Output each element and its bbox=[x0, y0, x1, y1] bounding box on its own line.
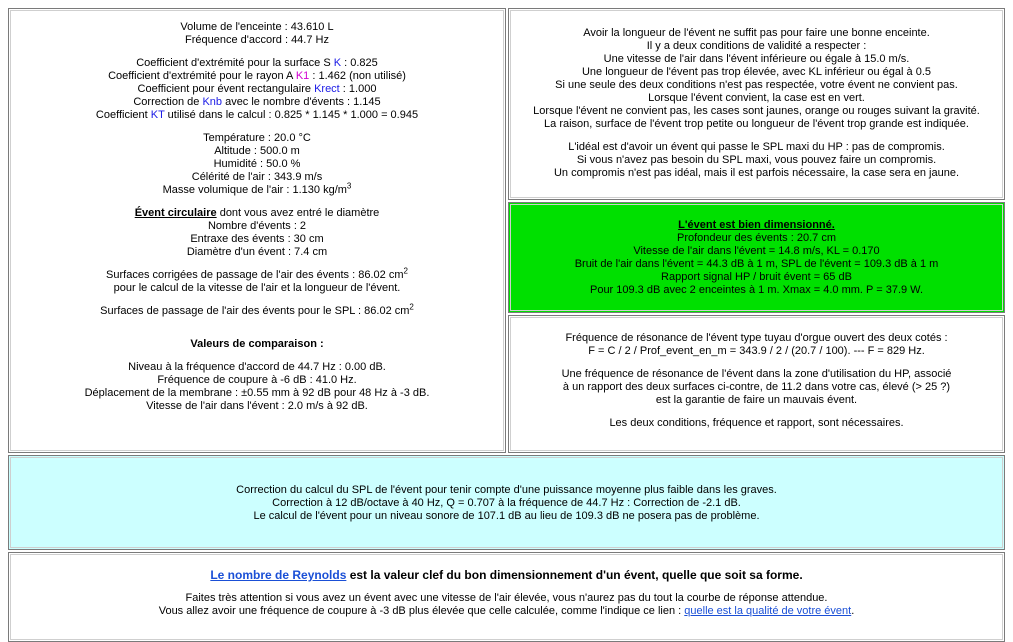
vitesse-text: Vitesse de l'air dans l'évent : 2.0 m/s à 92 dB. bbox=[146, 400, 368, 412]
info-line: Lorsque l'évent convient, la case est en vert. bbox=[648, 92, 865, 104]
entraxe-text: Entraxe des évents : 30 cm bbox=[190, 233, 324, 245]
vitesse-air-text: Vitesse de l'air dans l'évent = 14.8 m/s, KL = 0.170 bbox=[633, 245, 880, 257]
reynolds-warning: Faites très attention si vous avez un évent avec une vitesse de l'air élevée, vous n'aurez pas du tout la courbe de réponse attendue. bbox=[185, 592, 828, 604]
surfaces-corrigees-text: Surfaces corrigées de passage de l'air des évents : 86.02 $cm^2$ bbox=[106, 266, 408, 281]
spl-correction-line: Le calcul de l'évent pour un niveau sonore de 107.1 dB au lieu de 109.3 dB ne posera pas de problème. bbox=[253, 510, 760, 522]
surfaces-corrigees-note: pour le calcul de la vitesse de l'air et la longueur de l'évent. bbox=[113, 282, 401, 294]
masse-volumique-text: Masse volumique de l'air : 1.130 $kg/m^3$ bbox=[162, 181, 352, 196]
reynolds-note: Vous allez avoir une fréquence de coupure à -3 dB plus élevée que celle calculée, comme l'indique ce lien : quelle est la qualité de votre évent. bbox=[158, 605, 855, 617]
coef-a-line: Coefficient d'extrémité pour le rayon A K1 : 1.462 (non utilisé) bbox=[108, 70, 406, 82]
comparaison-title: Valeurs de comparaison : bbox=[190, 338, 324, 350]
info-line: Avoir la longueur de l'évent ne suffit pas pour faire une bonne enceinte. bbox=[583, 27, 930, 39]
celerite-text: Célérité de l'air : 343.9 m/s bbox=[191, 171, 323, 183]
results-panel-left bbox=[8, 8, 506, 453]
event-type-line: Évent circulaire dont vous avez entré le diamètre bbox=[134, 207, 380, 219]
rapport-text: Rapport signal HP / bruit évent = 65 dB bbox=[661, 271, 852, 283]
reynolds-link[interactable]: Le nombre de Reynolds bbox=[210, 568, 347, 582]
info-line: L'idéal est d'avoir un évent qui passe le SPL maxi du HP : pas de compromis. bbox=[568, 141, 945, 153]
spl-correction-line: Correction à 12 dB/octave à 40 Hz, Q = 0.707 à la fréquence de 44.7 Hz : Correction de -2.1 dB. bbox=[272, 497, 741, 509]
resonance-line: à un rapport des deux surfaces ci-contre, de 11.2 dans votre cas, élevé (> 25 ?) bbox=[562, 381, 951, 393]
profondeur-text: Profondeur des évents : 20.7 cm bbox=[677, 232, 836, 244]
resonance-panel bbox=[508, 315, 1005, 453]
bruit-text: Bruit de l'air dans l'évent = 44.3 dB à 1 m, SPL de l'évent = 109.3 dB à 1 m bbox=[574, 258, 939, 270]
surfaces-spl-text: Surfaces de passage de l'air des évents pour le SPL : 86.02 $cm^2$ bbox=[100, 302, 414, 317]
info-line: Il y a deux conditions de validité a respecter : bbox=[646, 40, 867, 52]
resonance-formula: F = C / 2 / Prof_event_en_m = 343.9 / 2 / (20.7 / 100). --- F = 829 Hz. bbox=[588, 345, 925, 357]
resonance-line: Une fréquence de résonance de l'évent dans la zone d'utilisation du HP, associé bbox=[561, 368, 952, 380]
info-line: Si vous n'avez pas besoin du SPL maxi, vous pouvez faire un compromis. bbox=[576, 154, 937, 166]
reynolds-panel bbox=[8, 552, 1005, 642]
resonance-line: Les deux conditions, fréquence et rapport, sont nécessaires. bbox=[609, 417, 904, 429]
temperature-text: Température : 20.0 °C bbox=[203, 132, 311, 144]
info-line: La raison, surface de l'évent trop petite ou longueur de l'évent trop grande est indiquée. bbox=[544, 118, 969, 130]
validity-info-panel bbox=[508, 8, 1005, 200]
coef-rect-line: Coefficient pour évent rectangulaire Krect : 1.000 bbox=[137, 83, 377, 95]
altitude-text: Altitude : 500.0 m bbox=[214, 145, 300, 157]
info-line: Un compromis n'est pas idéal, mais il est parfois nécessaire, la case sera en jaune. bbox=[553, 167, 959, 179]
info-line: Lorsque l'évent ne convient pas, les cases sont jaunes, orange ou rouges suivant la gravité. bbox=[533, 105, 980, 117]
info-line: Si une seule des deux conditions n'est pas respectée, votre évent ne convient pas. bbox=[555, 79, 958, 91]
info-line: Une vitesse de l'air dans l'évent inférieure ou égale à 15.0 m/s. bbox=[603, 53, 910, 65]
resonance-line: est la garantie de faire un mauvais évent. bbox=[655, 394, 858, 406]
resonance-line: Fréquence de résonance de l'évent type tuyau d'orgue ouvert des deux cotés : bbox=[565, 332, 948, 344]
event-status-panel bbox=[508, 202, 1005, 313]
coupure-text: Fréquence de coupure à -6 dB : 41.0 Hz. bbox=[157, 374, 357, 386]
deplacement-text: Déplacement de la membrane : ±0.55 mm à 92 dB pour 48 Hz à -3 dB. bbox=[84, 387, 430, 399]
event-quality-link[interactable]: quelle est la qualité de votre évent bbox=[684, 605, 852, 617]
nb-events-text: Nombre d'évents : 2 bbox=[207, 220, 307, 232]
freq-accord-text: Fréquence d'accord : 44.7 Hz bbox=[185, 34, 329, 46]
pour-text: Pour 109.3 dB avec 2 enceintes à 1 m. Xmax = 4.0 mm. P = 37.9 W. bbox=[589, 284, 924, 296]
niveau-text: Niveau à la fréquence d'accord de 44.7 Hz : 0.00 dB. bbox=[128, 361, 386, 373]
event-status-title: L'évent est bien dimensionné. bbox=[678, 219, 835, 231]
spl-correction-line: Correction du calcul du SPL de l'évent pour tenir compte d'une puissance moyenne plus faible dans les graves. bbox=[236, 484, 777, 496]
volume-text: Volume de l'enceinte : 43.610 L bbox=[180, 21, 334, 33]
coef-kt-line: Coefficient KT utilisé dans le calcul : 0.825 * 1.145 * 1.000 = 0.945 bbox=[95, 109, 419, 121]
reynolds-title: Le nombre de Reynolds est la valeur clef du bon dimensionnement d'un évent, quelle que soit sa forme. bbox=[210, 568, 803, 582]
humidite-text: Humidité : 50.0 % bbox=[213, 158, 301, 170]
diametre-text: Diamètre d'un évent : 7.4 cm bbox=[186, 246, 328, 258]
correction-knb-line: Correction de Knb avec le nombre d'évents : 1.145 bbox=[133, 96, 381, 108]
spl-correction-panel bbox=[8, 455, 1005, 550]
info-line: Une longueur de l'évent pas trop élevée, avec KL inférieur ou égal à 0.5 bbox=[581, 66, 932, 78]
coef-s-line: Coefficient d'extrémité pour la surface S K : 0.825 bbox=[136, 57, 378, 69]
